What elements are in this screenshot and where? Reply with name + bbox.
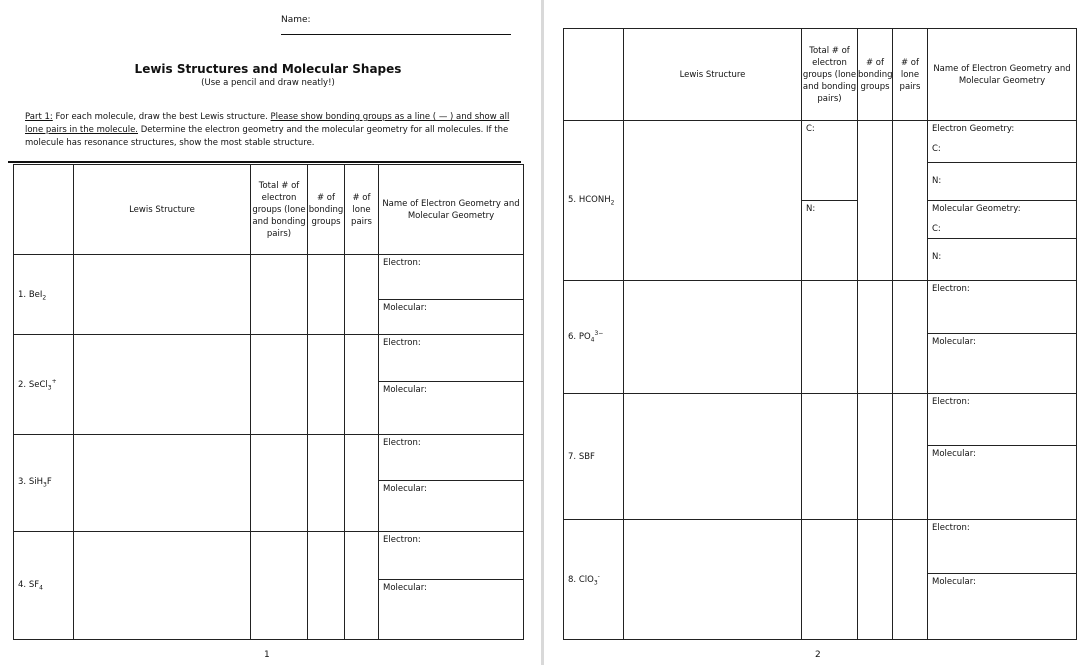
part-label: Part 1: [25,112,53,122]
electron-geometry-cell[interactable]: Electron: [379,255,524,300]
bonding-groups-cell[interactable] [858,394,893,520]
molecule-label: 2. SeCl$_3$+ [14,335,74,435]
electron-geometry-cell[interactable]: Electron: [379,435,524,481]
electron-geometry-cell[interactable]: Electron: [379,532,524,580]
header-geometry: Name of Electron Geometry and Molecular Geometry [928,29,1077,121]
molecular-geometry-cell[interactable]: Molecular: [379,300,524,335]
electron-geometry-cell[interactable]: Electron: [379,335,524,382]
molecular-geometry-cell[interactable]: Molecular: [928,446,1077,520]
electron-geometry-cell[interactable]: Electron: [928,520,1077,574]
instructions-text-2: Determine the electron geometry and the molecular geometry for all molecules. If the molecule has resonance structures, show the most stable structure. [25,125,509,148]
table-header-row [564,29,1077,121]
instructions-text-1: For each molecule, draw the best Lewis structure. [55,112,268,122]
electron-geometry-c-cell[interactable]: Electron Geometry: C: [928,121,1077,163]
header-geometry: Name of Electron Geometry and Molecular Geometry [379,165,524,255]
molecule-label: 6. $PO_4^{3-}$ [564,281,624,394]
lewis-structure-cell[interactable] [74,532,251,640]
name-label: Name: [281,15,311,25]
lone-pairs-cell[interactable] [893,281,928,394]
bonding-groups-cell[interactable] [308,255,345,335]
molecular-geometry-cell[interactable]: Molecular: [928,334,1077,394]
table-row [564,121,1077,163]
bonding-groups-cell[interactable] [308,335,345,435]
table-row [14,255,524,300]
lewis-structure-cell[interactable] [74,335,251,435]
molecular-geometry-c-cell[interactable]: Molecular Geometry: C: [928,201,1077,239]
total-groups-cell[interactable] [251,435,308,532]
molecule-label: 5. $HCONH_2$ [564,121,624,281]
table-header-row [14,165,524,255]
electron-geometry-n-cell[interactable]: N: [928,163,1077,201]
molecule-label: 8. ClO$_3$- [564,520,624,640]
page-number: 1 [264,650,270,660]
section-divider [8,161,521,163]
total-groups-cell[interactable] [251,335,308,435]
lewis-structure-cell[interactable] [74,255,251,335]
molecule-label: 3. SiH$_3$F [14,435,74,532]
header-bonding: # of bonding groups [858,29,893,121]
table-row [14,435,524,481]
worksheet-page-2 [544,0,1085,665]
header-lone: # of lone pairs [345,165,379,255]
molecular-geometry-cell[interactable]: Molecular: [379,580,524,640]
name-blank-line[interactable] [281,26,511,35]
name-field[interactable] [281,15,541,35]
header-lone: # of lone pairs [893,29,928,121]
bonding-groups-cell[interactable] [858,121,893,281]
header-lewis: Lewis Structure [624,29,802,121]
lone-pairs-cell[interactable] [345,435,379,532]
lone-pairs-cell[interactable] [345,532,379,640]
total-groups-cell[interactable] [251,532,308,640]
part1-instructions [25,111,520,150]
total-groups-cell[interactable] [802,281,858,394]
lewis-structure-cell[interactable] [74,435,251,532]
total-groups-n-cell[interactable]: N: [802,201,858,281]
molecular-geometry-cell[interactable]: Molecular: [928,574,1077,640]
bonding-groups-cell[interactable] [858,281,893,394]
total-groups-c-cell[interactable]: C: [802,121,858,201]
lone-pairs-cell[interactable] [893,394,928,520]
total-groups-cell[interactable] [251,255,308,335]
table-row [564,281,1077,334]
molecule-table-1 [13,164,524,640]
lewis-structure-cell[interactable] [624,394,802,520]
bonding-groups-cell[interactable] [308,532,345,640]
molecular-geometry-cell[interactable]: Molecular: [379,481,524,532]
molecule-label: 7. SBF [564,394,624,520]
header-molecule [14,165,74,255]
page-number: 2 [815,650,821,660]
lewis-structure-cell[interactable] [624,121,802,281]
header-total-groups: Total # of electron groups (lone and bonding pairs) [251,165,308,255]
molecule-label: 1. BeI$_2$ [14,255,74,335]
lone-pairs-cell[interactable] [893,520,928,640]
molecule-label: 4. $SF_4$ [14,532,74,640]
total-groups-cell[interactable] [802,520,858,640]
electron-geometry-cell[interactable]: Electron: [928,281,1077,334]
header-total-groups: Total # of electron groups (lone and bonding pairs) [802,29,858,121]
bonding-groups-cell[interactable] [308,435,345,532]
lewis-structure-cell[interactable] [624,281,802,394]
table-row [564,394,1077,446]
lone-pairs-cell[interactable] [893,121,928,281]
instructions-underlined: Please show bonding groups as a line ( — ) and show all lone pairs in the molecule. [25,112,510,135]
table-row [14,335,524,382]
table-row [14,532,524,580]
molecular-geometry-cell[interactable]: Molecular: [379,382,524,435]
header-bonding: # of bonding groups [308,165,345,255]
lone-pairs-cell[interactable] [345,255,379,335]
lone-pairs-cell[interactable] [345,335,379,435]
molecule-table-2 [563,28,1077,640]
worksheet-title: Lewis Structures and Molecular Shapes [134,62,402,76]
table-row [564,520,1077,574]
molecular-geometry-n-cell[interactable]: N: [928,239,1077,281]
worksheet-subtitle: (Use a pencil and draw neatly!) [201,78,335,88]
bonding-groups-cell[interactable] [858,520,893,640]
header-lewis: Lewis Structure [74,165,251,255]
worksheet-page-1 [0,0,541,665]
lewis-structure-cell[interactable] [624,520,802,640]
header-molecule [564,29,624,121]
total-groups-cell[interactable] [802,394,858,520]
electron-geometry-cell[interactable]: Electron: [928,394,1077,446]
